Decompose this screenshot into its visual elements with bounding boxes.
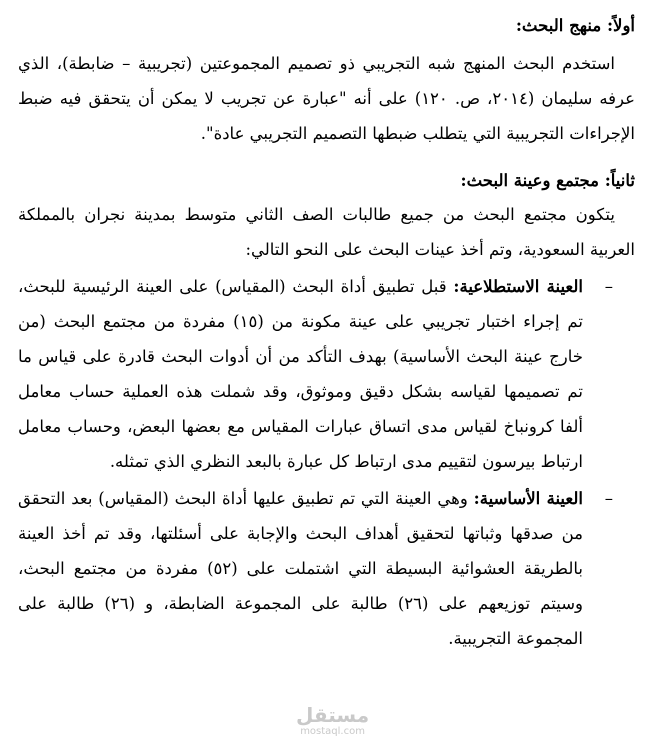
section2-heading: ثانياً: مجتمع وعينة البحث:: [460, 171, 635, 190]
main-sample-text: وهي العينة التي تم تطبيق عليها أداة البحث (المقياس) بعد التحقق من صدقها وثباتها لتحقيق أهداف البحث والإجابة على أسئلتها، وقد تم أخذ العينة بالطريقة العشوائية البسيطة التي اشتملت على (٥٢) مفردة من مجتمع البحث، وسيتم توزيعهم على (٢٦) طالبة على المجموعة الضابطة، و (٢٦) طالبة على المجموعة التجريبية.: [18, 489, 583, 648]
section1-body: استخدم البحث المنهج شبه التجريبي ذو تصميم المجموعتين (تجريبية – ضابطة)، الذي عرفه سليمان (٢٠١٤، ص. ١٢٠) على أنه "عبارة عن تجريب لا يمكن أن يتحقق فيه ضبط الإجراءات التجريبية التي يتطلب ضبطها التصميم التجريبي عادة".: [18, 54, 635, 143]
watermark-logo-text: مستقل: [296, 703, 370, 727]
watermark-url: mostaql.com: [300, 726, 365, 737]
pilot-sample-text: قبل تطبيق أداة البحث (المقياس) على العينة الرئيسية للبحث، تم إجراء اختبار تجريبي على عينة مكونة من (١٥) مفردة من مجتمع البحث (من خارج عينة البحث الأساسية) بهدف التأكد من أن أدوات البحث قادرة على قياس ما تم تصميمها لقياسه بشكل دقيق وموثوق، وقد شملت هذه العملية حساب معامل ألفا كرونباخ لقياس مدى اتساق عبارات المقياس مع بعضها البعض، وحساب معامل ارتباط بيرسون لتقييم مدى ارتباط كل عبارة بالبعد النظري الذي تمثله.: [18, 277, 583, 471]
pilot-sample-label: العينة الاستطلاعية:: [453, 277, 583, 296]
bullet-dash: –: [604, 489, 613, 508]
bullet-dash: –: [604, 277, 613, 296]
main-sample-label: العينة الأساسية:: [473, 489, 583, 508]
section1-heading: أولاً: منهج البحث:: [515, 16, 635, 35]
section2-intro: يتكون مجتمع البحث من جميع طالبات الصف الثاني متوسط بمدينة نجران بالمملكة العربية السعودية، وتم أخذ عينات البحث على النحو التالي:: [18, 205, 635, 259]
list-item-main-sample: [18, 481, 635, 656]
list-item-pilot-sample: [18, 269, 635, 479]
watermark-logo: [296, 704, 369, 738]
